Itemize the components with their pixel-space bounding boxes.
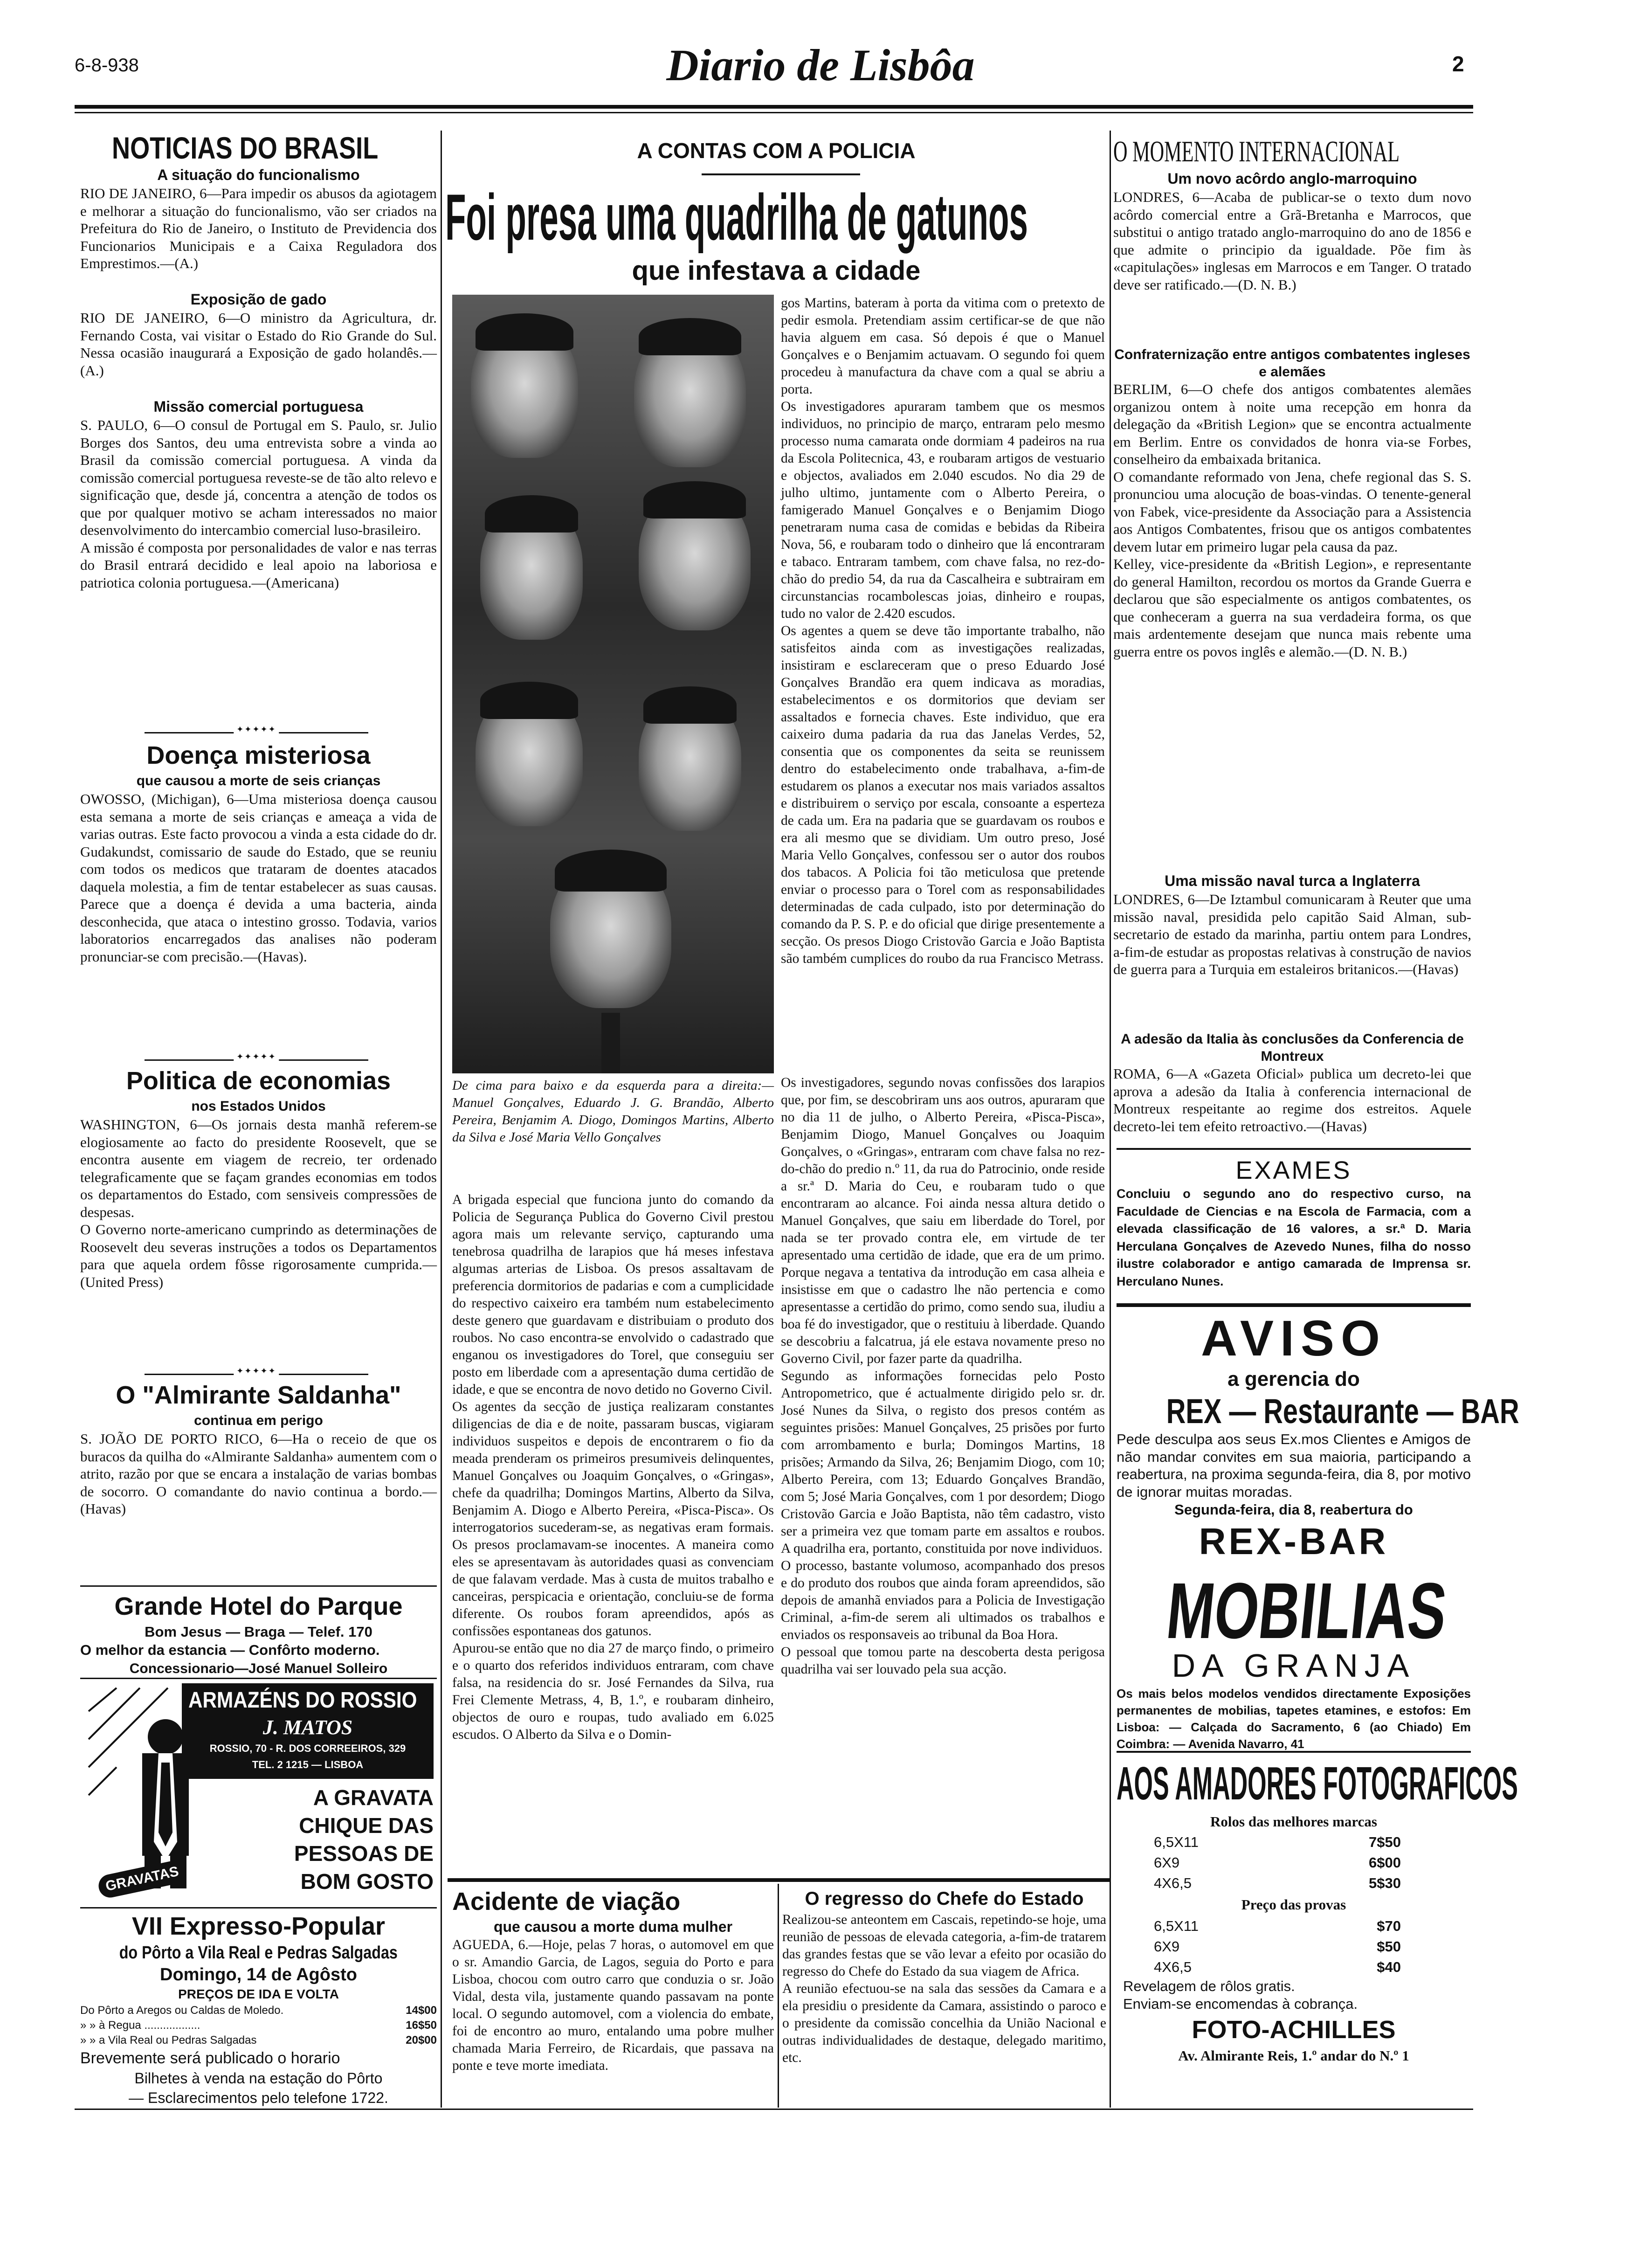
price-label: 6,5X11 xyxy=(1154,1918,1199,1934)
photo-caption: De cima para baixo e da esquerda para a direita:—Manuel Gonçalves, Eduardo J. G. Brandão, Alberto Pereira, Benjamim A. Diogo, Domingos Martins, Alberto da Silva e José Maria Vello Gonçalves xyxy=(452,1078,774,1145)
police-article-col-2: gos Martins, bateram à porta da vitima com o pretexto de pedir esmola. Pretendiam assim certificar-se de que não havia alguem em casa. Só depois é que o Manuel Gonçalves e o Benjamim actuavam. O segundo foi quem procedeu à manufactura da chave com a qual se abriu a porta. Os investigadores apuraram tambem que os mesmos individuos, no principio de março, entraram pelo mesmo processo numa camarata onde dormiam 4 padeiros na rua da Escola Politecnica, 43, e roubaram artigos de vestuario e objectos, avaliados em 2.040 escudos. No dia 29 de julho ultimo, juntamente com o Alberto Pereira, o famigerado Manuel Gonçalves e o Benjamim Diogo penetraram numa casa de comidas e bebidas da Ribeira Nova, 56, e roubaram todo o dinheiro que lá encontraram e tabaco. Entraram tambem, com chave falsa, no rez-do-chão do predio 54, da rua da Cascalheira e subtrairam em circunstancias rocambolescas joias, dinheiro e roupas, tudo no valor de 2.420 escudos. Os agentes a quem se deve tão importante trabalho, não satisfeitos ainda com as investigações realizadas, insistiram e esclareceram que o preso Eduardo José Gonçalves Brandão era quem indicava as moradias, estabelecimentos e os dormitorios que deviam ser assaltados e fornecia chaves. Este individuo, que era caixeiro duma padaria da rua das Janelas Verdes, 52, consentia que os componentes da seita se reunissem dentro do estabelecimento onde trabalhava, a-fim-de estudarem os planos a executar nos mais variados assaltos e distribuirem o serviço por escala, consoante a esperteza de cada um. Era na padaria que se guardavam os roubos e era ali mesmo que se dividiam. Um outro preso, José Maria Vello Gonçalves, confessou ser o autor dos roubos dos tabacos. A Policia foi tão meticulosa que pretende enviar o processo para o Torel com as responsabilidades determinadas de cada culpado, isto por determinação do comando da P. S. P. e do oficial que dirige presentemente a secção. Os presos Diogo Cristovão Garcia e João Baptista são também cumplices do roubo da rua Francisco Metrass. xyxy=(781,296,1105,966)
expresso-note-3: — Esclarecimentos pelo telefone 1722. xyxy=(129,2089,388,2106)
suspects-photo-montage xyxy=(452,295,774,1073)
brazil-section-title: NOTICIAS DO BRASIL xyxy=(112,131,379,165)
ad-separator xyxy=(80,1585,437,1587)
headline-container xyxy=(445,177,1110,257)
mobilias-body: Os mais belos modelos vendidos directamente Exposições permanentes de mobilias, tapetes etamines, e estofos: Em Lisboa: — Calçada do Sacramento, 6 (ao Chiado) Em Coimbra: — Avenida Navarro, 41 xyxy=(1117,1687,1471,1751)
issue-date: 6-8-938 xyxy=(75,55,139,76)
price-label: Do Pôrto a Aregos ou Caldas de Moledo. xyxy=(80,2004,284,2017)
hotel-ad-line-2: O melhor da estancia — Confôrto moderno. xyxy=(80,1642,380,1658)
police-section-kicker: A CONTAS COM A POLICIA xyxy=(637,138,916,163)
mystery-disease-article xyxy=(80,739,437,1070)
hotel-ad-line-3: Concessionario—José Manuel Solleiro xyxy=(129,1661,388,1676)
brazil-article-1: RIO DE JANEIRO, 6—Para impedir os abusos da agiotagem e melhorar a situação do funcionalismo, vão ser criados na Prefeitura do Rio de Janeiro, o Instituto de Previdencia dos Funcionarios Municipais e a Caixa Reguladora dos Emprestimos.—(A.) xyxy=(80,185,437,271)
intl-article-2: BERLIM, 6—O chefe dos antigos combatentes alemães organizou ontem à noite uma recepção em honra da delegação da «British Legion» que se encontra actualmente em Berlim. Entre os convidados de honra via-se Forbes, conselheiro da embaixada britanica. O comandante reformado von Jena, chefe regional das S. S. pronunciou uma alocução de boas-vindas. O tenente-general von Fabek, vice-presidente da Associação para a Assistencia aos Antigos Combatentes, frisou que os antigos combatentes devem lutar em primeiro lugar pela causa da paz. Kelley, vice-presidente da «British Legion», e representante do general Hamilton, recordou os mortos da Grande Guerra e declarou que são especialmente os antigos combatentes, os que conheceram a guerra na sua verdadeira forma, os que mais ardentemente desejam que nunca mais rebente uma guerra entre os povos inglês e alemão.—(D. N. B.) xyxy=(1113,381,1471,660)
almirante-saldanha-body: S. JOÃO DE PORTO RICO, 6—Ha o receio de que os buracos da quilha do «Almirante Saldanha» aumentem com o atrito, razão por que se encara a instalação de varias bombas de socorro. O comandante do navio continua a bordo.—(Havas) xyxy=(80,1431,437,1517)
slogan-line-1: A GRAVATA xyxy=(313,1785,434,1810)
head-of-state-return-article xyxy=(782,1886,1106,2107)
rex-aviso-advertisement xyxy=(1117,1310,1519,1564)
mystery-disease-title: Doença misteriosa xyxy=(146,741,371,769)
armazens-rossio-advertisement xyxy=(89,1683,434,1902)
mobilias-title: MOBILIAS xyxy=(1163,1567,1451,1655)
return-body: Realizou-se anteontem em Cascais, repetindo-se hoje, uma reunião de pessoas de elevada categoria, a-fim-de tratarem das grandes festas que se vão levar a efeito por ocasião do regresso do Chefe do Estado da sua viagem de Africa. A reunião efectuou-se na sala das sessões da Camara e a ela presidiu o presidente da Camara, assistindo o paroco e o presidente da comissão concelhia da União Nacional e outras individualidades de destaque, delegado maritimo, etc. xyxy=(782,1912,1106,2065)
mobilias-granja-advertisement xyxy=(1117,1567,1471,1755)
economy-policy-body: WASHINGTON, 6—Os jornais desta manhã referem-se elogiosamente ao facto do presidente Roosevelt, que se encontra ausente em viagem de recreio, ter ordenado telegraficamente que se façam grandes economias em todos os departamentos do Estado, com sensiveis compressões de despesas. O Governo norte-americano cumprindo as determinações de Roosevelt deu severas instruções a todos os Departamentos para que aquela ordem fôsse rigorosamente cumprida.—(United Press) xyxy=(80,1116,437,1290)
price-value: 20$00 xyxy=(406,2034,437,2047)
price-value: 5$30 xyxy=(1369,1875,1401,1891)
armazens-header-box xyxy=(182,1683,434,1779)
hotel-advertisement xyxy=(80,1590,437,1679)
exams-title: EXAMES xyxy=(1235,1156,1352,1184)
masthead-rule-thin xyxy=(75,112,1473,113)
ornament-divider xyxy=(145,1059,368,1061)
price-label: 4X6,5 xyxy=(1154,1959,1192,1975)
price-row xyxy=(1154,1916,1401,1936)
intl-subhead-2: Confraternização entre antigos combatentes ingleses e alemães xyxy=(1114,347,1470,380)
foto-note-1: Revelagem de rôlos gratis. xyxy=(1123,1978,1295,1994)
intl-article-3: LONDRES, 6—De Iztambul comunicaram à Reuter que uma missão naval, presidida pelo capitão Said Alman, sub-secretario de estado da marinha, partiu ontem para Londres, a-fim-de estudar as propostas relativas à construção de navios de guerra para a Turquia em estaleiros britanicos.—(Havas) xyxy=(1113,891,1471,977)
accident-title: Acidente de viação xyxy=(452,1888,681,1915)
foto-note-2: Enviam-se encomendas à cobrança. xyxy=(1123,1996,1358,2012)
expresso-title: VII Expresso-Popular xyxy=(131,1912,386,1940)
gravatas-badge: GRAVATAS xyxy=(97,1859,188,1900)
price-value: 7$50 xyxy=(1369,1834,1401,1850)
price-label: 6X9 xyxy=(1154,1854,1180,1871)
price-value: 6$00 xyxy=(1369,1854,1401,1871)
price-row xyxy=(80,2003,437,2018)
almirante-saldanha-title: O "Almirante Saldanha" xyxy=(116,1381,401,1409)
ornament-divider xyxy=(145,1374,368,1375)
almirante-saldanha-subtitle: continua em perigo xyxy=(194,1413,323,1428)
return-title: O regresso do Chefe do Estado xyxy=(805,1888,1084,1909)
gravata-slogan xyxy=(256,1784,434,1895)
price-row xyxy=(80,2033,437,2048)
international-section-title: O MOMENTO INTERNACIONAL xyxy=(1113,135,1400,168)
mystery-disease-body: OWOSSO, (Michigan), 6—Uma misteriosa doença causou esta semana a morte de seis crianças e ameaça a vida de varias outras. Este facto provocou a vinda a esta cidade do dr. Gudakundst, comissario de saude do Estado, que se reuniu com todos os medicos que trataram de doentes atacados daquela molestia, a fim de tentar estabelecer as suas causas. Parece que a doença é devida a uma bacteria, ainda desconhecida, que ataca o intestino grosso. Todavia, varios laboratorios encarregados das analises não poderam pronunciar-se com precisão.—(Havas). xyxy=(80,791,437,965)
main-headline: Foi presa uma quadrilha de gatunos xyxy=(445,180,1028,254)
foto-address: Av. Almirante Reis, 1.º andar do N.º 1 xyxy=(1178,2047,1409,2064)
exams-notice xyxy=(1117,1155,1471,1292)
provas-header: Preço das provas xyxy=(1241,1896,1346,1913)
masthead-title: Diario de Lisbôa xyxy=(666,40,975,90)
main-subheadline: que infestava a cidade xyxy=(632,256,921,286)
brazil-article-3: S. PAULO, 6—O consul de Portugal em S. Paulo, sr. Julio Borges dos Santos, deu uma entrevista sobre a vinda ao Brasil da comissão comercial portuguesa. A vinda da comissão comercial portuguesa reveste-se de tão alto relevo e significação que, desde já, concentra a atenção de todos os que por qualquer motivo se acham interessados no maior desenvolvimento do intercambio comercial luso-brasileiro. A missão é composta por personalidades de valor e nas terras do Brasil entrará decidido e leal apoio na laboriosa e patriotica colonia portuguesa.—(Americana) xyxy=(80,417,437,591)
brazil-article-2: RIO DE JANEIRO, 6—O ministro da Agricultura, dr. Fernando Costa, vai visitar o Estado do Rio Grande do Sul. Nessa ocasião inaugurará a Exposição de gado holandês.—(A.) xyxy=(80,310,437,379)
armazens-owner: J. MATOS xyxy=(262,1716,353,1739)
rolos-price-table xyxy=(1117,1832,1471,1894)
almirante-saldanha-article xyxy=(80,1379,437,1570)
international-section xyxy=(1113,134,1471,1153)
hotel-ad-title: Grande Hotel do Parque xyxy=(114,1592,403,1620)
brazil-news-section xyxy=(80,131,437,732)
foto-achilles-advertisement xyxy=(1117,1756,1518,2065)
price-label: 4X6,5 xyxy=(1154,1875,1192,1891)
slogan-line-4: BOM GOSTO xyxy=(300,1869,434,1894)
hotel-ad-line-1: Bom Jesus — Braga — Telef. 170 xyxy=(145,1624,372,1640)
aviso-title: AVISO xyxy=(1200,1310,1387,1366)
price-row xyxy=(1154,1936,1401,1957)
intl-subhead-1: Um novo acôrdo anglo-marroquino xyxy=(1167,170,1417,187)
aviso-line-1: a gerencia do xyxy=(1227,1368,1360,1390)
ad-separator xyxy=(1117,1751,1471,1753)
ad-separator xyxy=(80,1907,437,1908)
brazil-subhead-2: Exposição de gado xyxy=(190,291,327,308)
intl-subhead-4: A adesão da Italia às conclusões da Conferencia de Montreux xyxy=(1121,1031,1464,1064)
expresso-note-1: Brevemente será publicado o horario xyxy=(80,2049,340,2067)
brazil-subhead-1: A situação do funcionalismo xyxy=(157,166,360,183)
mystery-disease-subtitle: que causou a morte de seis crianças xyxy=(136,773,381,788)
ad-separator xyxy=(1117,1303,1471,1307)
column-divider xyxy=(778,1884,779,2108)
aviso-line-2: REX — Restaurante — BAR xyxy=(1166,1392,1519,1431)
page-bottom-rule xyxy=(75,2109,1473,2110)
foto-title: AOS AMADORES FOTOGRAFICOS xyxy=(1117,1757,1518,1810)
slogan-line-3: PESSOAS DE xyxy=(294,1841,434,1866)
aviso-line-3: Segunda-feira, dia 8, reabertura do xyxy=(1174,1501,1413,1518)
price-label: » » a Vila Real ou Pedras Salgadas xyxy=(80,2034,257,2047)
intl-subhead-3: Uma missão naval turca a Inglaterra xyxy=(1165,872,1420,889)
price-label: 6X9 xyxy=(1154,1938,1180,1955)
accident-body: AGUEDA, 6.—Hoje, pelas 7 horas, o automovel em que o sr. Amandio Garcia, de Lagos, seguia do Porto e para Lisboa, chocou com outro carro que conduzia o sr. João Vidal, desta vila, justamente quando passavam na ponte local. O segundo automovel, com a violencia do embate, foi de encontro ao muro, entalando uma pobre mulher chamada Maria Ferreiro, de Ricardais, que passava na ponte e teve morte imediata. xyxy=(452,1937,774,2073)
price-row xyxy=(80,2018,437,2033)
masthead-rule xyxy=(75,105,1473,109)
aviso-body: Pede desculpa aos seus Ex.mos Clientes e Amigos de não mandar convites em sua maioria, participando a reabertura, na proxima segunda-feira, dia 8, por motivo de ignorar muitas moradas. xyxy=(1117,1431,1471,1500)
foto-brand: FOTO-ACHILLES xyxy=(1192,2016,1396,2044)
armazens-phone: TEL. 2 1215 — LISBOA xyxy=(252,1759,364,1770)
police-article-col-3: Os investigadores, segundo novas confissões dos larapios que, por fim, se descobriram uns aos outros, apuraram que no dia 11 de julho, o Alberto Pereira, «Pisca-Pisca», Benjamim Diogo, Manuel Gonçalves ou Joaquim Gonçalves, o «Gringas», entraram com chave falsa no rez-do-chão do predio n.º 11, da rua do Patrocinio, onde reside a sr.ª D. Maria do Ceu, e roubaram tudo o que encontraram ao alcance. Foi ainda nessa altura detido o Manuel Gonçalves, que saiu em liberdade do Torel, por nada se ter provado contra ele, em virtude de ter apresentado uma certidão de idade, que era de um primo. Porque negava a tentativa da introdução em casa alheia e insistisse em que o cadastro lhe não pertencia e como apresentasse a certidão do primo, como sendo sua, iludiu a boa fé do investigador, que o restituiu à liberdade. Quando se descobriu a falcatrua, já ele estava novamente preso no Governo Civil, por fazer parte da quadrilha. Segundo as informações fornecidas pelo Posto Antropometrico, que é actualmente dirigido pelo sr. dr. José Nunes da Silva, o registo dos presos contém as seguintes prisões: Manuel Gonçalves, 25 prisões por furto com arrombamento e burla; Domingos Martins, 18 prisões; Armando da Silva, 26; Benjamim Diogo, com 10; Alberto Pereira, com 13; Eduardo Gonçalves Brandão, com 5; José Maria Gonçalves, com 1 por desordem; Diogo Cristovão Garcia e João Baptista, não têm cadastro, visto ser a primeira vez que tomam parte em assaltos e roubos. A quadrilha era, portanto, constituida por nove individuos. O processo, bastante volumoso, acompanhado dos presos e do produto dos roubos que ainda foram apreendidos, são depois de amanhã enviados para a Policia de Investigação Criminal, a-fim-de serem ali ultimados os trabalhos e enviados os responsaveis ao tribunal da Boa Hora. O pessoal que tomou parte na descoberta desta perigosa quadrilha vai ser louvado pela sua acção. xyxy=(781,1075,1105,1677)
ornament-divider xyxy=(145,732,368,733)
brazil-subhead-3: Missão comercial portuguesa xyxy=(153,398,364,415)
economy-policy-title: Politica de economias xyxy=(126,1067,391,1095)
kicker-rule xyxy=(702,173,860,175)
column-divider xyxy=(441,131,442,2108)
economy-policy-subtitle: nos Estados Unidos xyxy=(191,1099,326,1114)
price-value: 14$00 xyxy=(406,2004,437,2017)
mobilias-subtitle: DA GRANJA xyxy=(1172,1647,1416,1684)
section-rule xyxy=(448,1878,1110,1882)
price-value: 16$50 xyxy=(406,2019,437,2032)
price-row xyxy=(1154,1853,1401,1873)
price-label: 6,5X11 xyxy=(1154,1834,1199,1850)
intl-article-1: LONDRES, 6—Acaba de publicar-se o texto dum novo acôrdo comercial entre a Grã-Bretanha e Marrocos, que substitui o antigo tratado anglo-marroquino do ano de 1856 e que admite o principio da igualdade. Põe fim às «capitulações» inglesas em Marrocos e em Tanger. O tratado deve ser ratificado.—(D. N. B.) xyxy=(1113,189,1471,293)
accident-subtitle: que causou a morte duma mulher xyxy=(493,1918,733,1935)
expresso-prices-header: PREÇOS DE IDA E VOLTA xyxy=(178,1987,339,2001)
price-row xyxy=(1154,1873,1401,1894)
economy-policy-article xyxy=(80,1065,437,1396)
aviso-line-4: REX-BAR xyxy=(1199,1521,1389,1562)
price-value: $70 xyxy=(1377,1918,1401,1934)
price-row xyxy=(1154,1957,1401,1978)
price-value: $40 xyxy=(1377,1959,1401,1975)
armazens-name: ARMAZÉNS DO ROSSIO xyxy=(188,1688,417,1713)
price-label: » » à Regua .................. xyxy=(80,2019,200,2032)
ad-separator xyxy=(1117,1148,1471,1150)
slogan-line-2: CHIQUE DAS xyxy=(299,1813,434,1838)
expresso-note-2: Bilhetes à venda na estação do Pôrto xyxy=(134,2070,383,2087)
ad-separator xyxy=(80,1678,437,1679)
expresso-date: Domingo, 14 de Agôsto xyxy=(160,1965,357,1984)
traffic-accident-article xyxy=(452,1886,774,2111)
expresso-price-table xyxy=(80,2003,437,2048)
column-divider xyxy=(1110,131,1111,2108)
price-value: $50 xyxy=(1377,1938,1401,1955)
armazens-address: ROSSIO, 70 - R. DOS CORREEIROS, 329 xyxy=(209,1742,406,1754)
price-row xyxy=(1154,1832,1401,1853)
intl-article-4: ROMA, 6—A «Gazeta Oficial» publica um decreto-lei que aprova a adesão da Italia à conferencia internacional de Montreux respeitante ao regime dos estreitos. Aquele decreto-lei tem efeito retroactivo.—(Havas) xyxy=(1113,1065,1471,1134)
expresso-route: do Pôrto a Vila Real e Pedras Salgadas xyxy=(119,1943,398,1963)
expresso-popular-advertisement xyxy=(80,1911,437,2108)
page-number: 2 xyxy=(1452,52,1464,76)
rolos-header: Rolos das melhores marcas xyxy=(1210,1813,1377,1830)
exams-body: Concluiu o segundo ano do respectivo curso, na Faculdade de Ciencias e na Escola de Farmacia, com a elevada classificação de 16 valores, a sr.ª D. Maria Herculana Gonçalves de Azevedo Nunes, filha do nosso ilustre colaborador e antigo camarada de Imprensa sr. Herculano Nunes. xyxy=(1117,1187,1471,1288)
provas-price-table xyxy=(1117,1916,1471,1978)
police-article-col-1: A brigada especial que funciona junto do comando da Policia de Segurança Publica do Governo Civil prestou agora mais um relevante serviço, capturando uma tenebrosa quadrilha de larapios que há meses infestava algumas arterias de Lisboa. Os presos assaltavam de preferencia dormitorios de padarias e com a cumplicidade do respectivo caixeiro era também num estabelecimento deste genero que guardavam e distribuiam o produto dos roubos. No caso encontra-se envolvido o cadastrado que enganou os investigadores do Torel, que conseguiu ser posto em liberdade com a apresentação duma certidão de idade, e que se encontra de novo detido no Governo Civil. Os agentes da secção de justiça realizaram constantes diligencias de dia e de noite, passaram buscas, vigiaram individuos suspeitos e depois de encontrarem o fio da meada prenderam os primeiros presumiveis delinquentes, Manuel Gonçalves ou Joaquim Gonçalves, o «Gringas», chefe da quadrilha; Domingos Martins, Alberto da Silva, Benjamim A. Diogo e Alberto Pereira, «Pisca-Pisca». Os interrogatorios sucederam-se, as negativas eram formais. Os presos proclamavam-se inocentes. A maneira como eles se apresentavam às autoridades quasi as convenciam de que falavam verdade. Mas à custa de muitos trabalho e canceiras, perspicacia e orientação, concluiu-se de forma diferente. Os roubos foram apreendidos, após as confissões espontaneas dos gatunos. Apurou-se então que no dia 27 de março findo, o primeiro e o quarto dos referidos individuos entraram, com chave falsa, na residencia do sr. José Fernandes da Silva, rua Frei Clemente Metrass, 4, B, 1.º, e roubaram dinheiro, objectos de ouro e roupas, tudo avaliado em 6.025 escudos. O Alberto da Silva e o Domin- xyxy=(452,1192,774,1742)
